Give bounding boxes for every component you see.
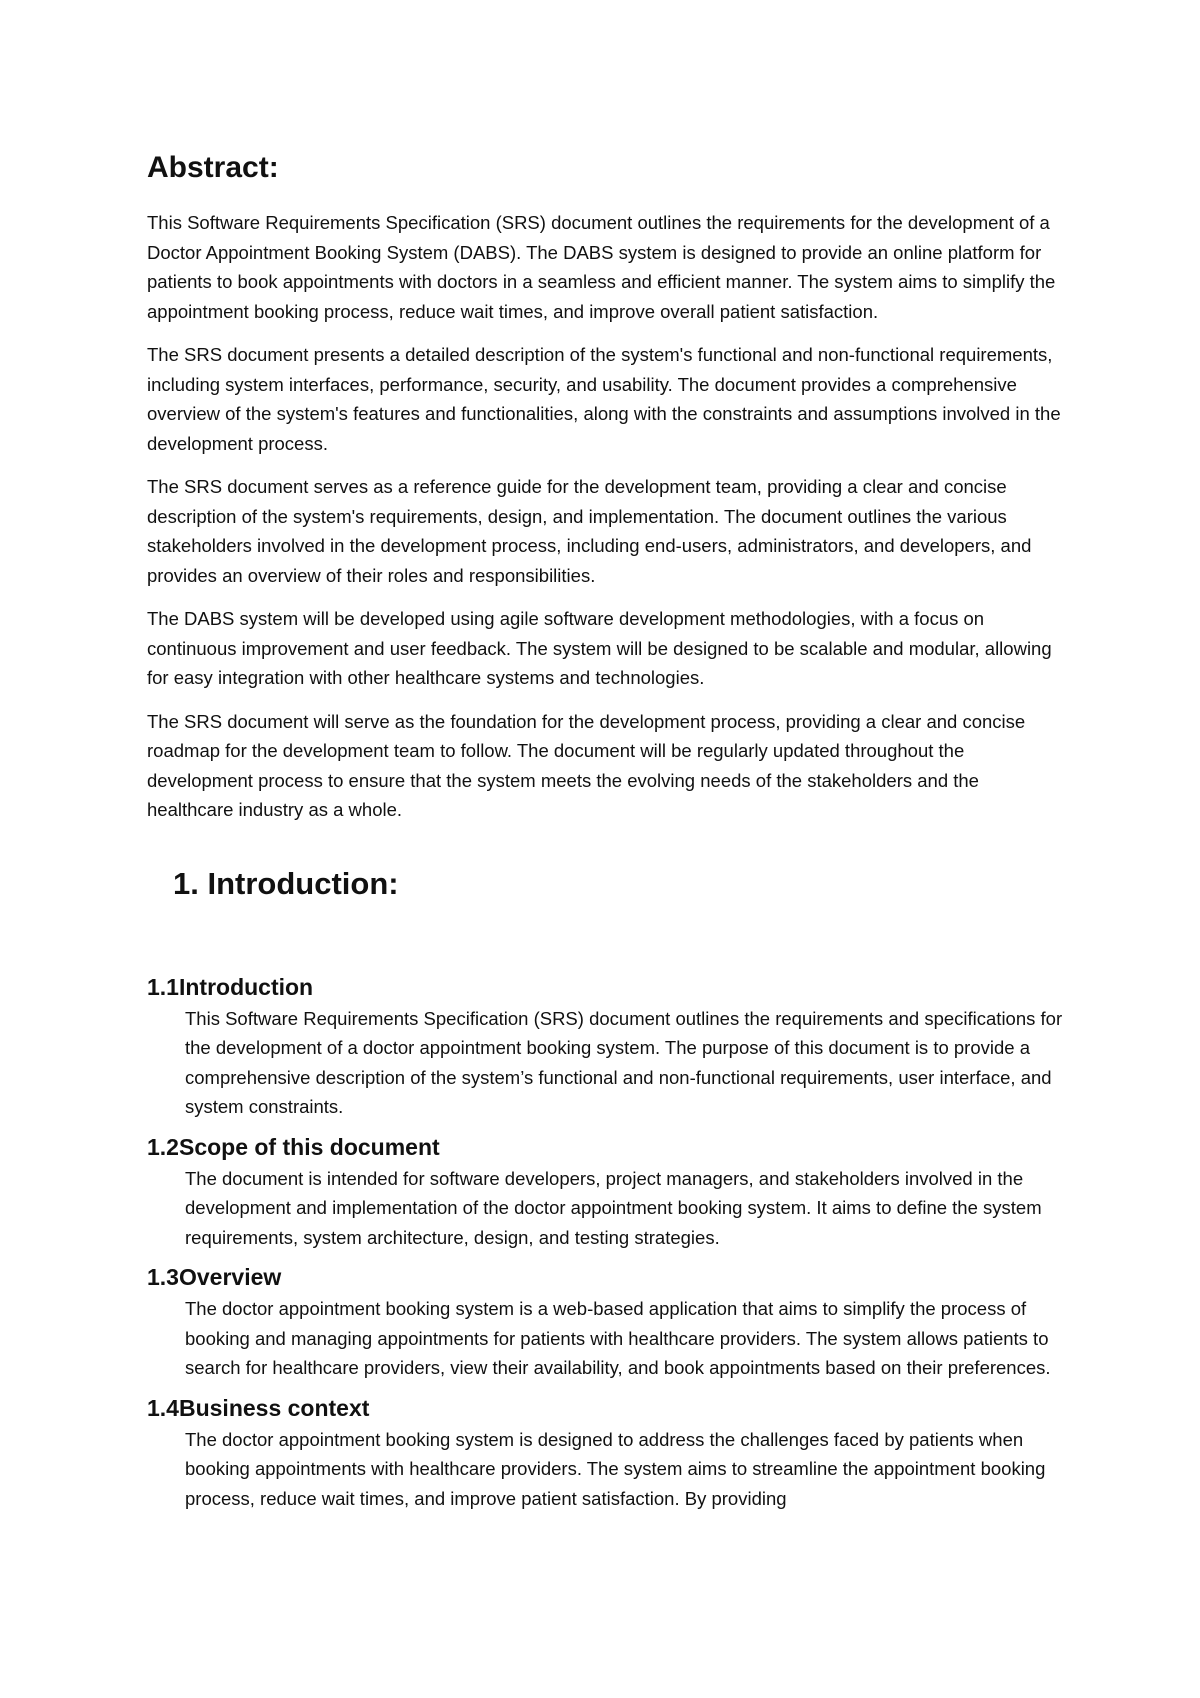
subsection-heading: 1.2Scope of this document [147,1133,440,1160]
subsection-body: The doctor appointment booking system is designed to address the challenges faced by patients when booking appointments with healthcare providers. The system aims to streamline the appointment booking process, reduce wait times, and improve patient satisfaction. By providing [185,1428,1046,1509]
abstract-paragraph: The SRS document presents a detailed description of the system's functional and non-functional requirements, including system interfaces, performance, security, and usability. The document provides a comprehensive overview of the system's features and functionalities, along with the constraints and assumptions involved in the development process. [147,344,1061,454]
abstract-paragraph: The DABS system will be developed using agile software development methodologies, with a focus on continuous improvement and user feedback. The system will be designed to be scalable and modular, allowing for easy integration with other healthcare systems and technologies. [147,608,1052,688]
abstract-paragraph: The SRS document will serve as the foundation for the development process, providing a clear and concise roadmap for the development team to follow. The document will be regularly updated throughout the development process to ensure that the system meets the evolving needs of the stakeholders and the healthcare industry as a whole. [147,710,1026,820]
subsection-body: This Software Requirements Specification (SRS) document outlines the requirements and specifications for the development of a doctor appointment booking system. The purpose of this document is to provide a comprehensive description of the system’s functional and non-functional requirements, user interface, and system constraints. [185,1007,1063,1118]
document-content [147,150,1067,1521]
introduction-heading: 1. Introduction: [173,865,399,901]
abstract-heading: Abstract: [147,151,279,184]
abstract-paragraph: This Software Requirements Specification (SRS) document outlines the requirements for the development of a Doctor Appointment Booking System (DABS). The DABS system is designed to provide an online platform for patients to book appointments with doctors in a seamless and efficient manner. The system aims to simplify the appointment booking process, reduce wait times, and improve overall patient satisfaction. [147,212,1056,322]
subsection-heading: 1.3Overview [147,1264,282,1291]
subsection-heading: 1.1Introduction [147,973,314,1000]
subsection-introduction [147,970,1067,1122]
subsection-body: The document is intended for software developers, project managers, and stakeholders involved in the development and implementation of the doctor appointment booking system. It aims to define the system requirements, system architecture, design, and testing strategies. [185,1167,1042,1248]
subsection-scope [147,1130,1067,1253]
subsection-heading: 1.4Business context [147,1394,370,1421]
subsection-overview [147,1260,1067,1383]
subsection-body: The doctor appointment booking system is a web-based application that aims to simplify the process of booking and managing appointments for patients with healthcare providers. The system allows patients to search for healthcare providers, view their availability, and book appointments based on their preferences. [185,1298,1051,1379]
subsection-business-context [147,1391,1067,1514]
abstract-paragraph: The SRS document serves as a reference guide for the development team, providing a clear and concise description of the system's requirements, design, and implementation. The document outlines the various stakeholders involved in the development process, including end-users, administrators, and developers, and provides an overview of their roles and responsibilities. [147,476,1032,586]
